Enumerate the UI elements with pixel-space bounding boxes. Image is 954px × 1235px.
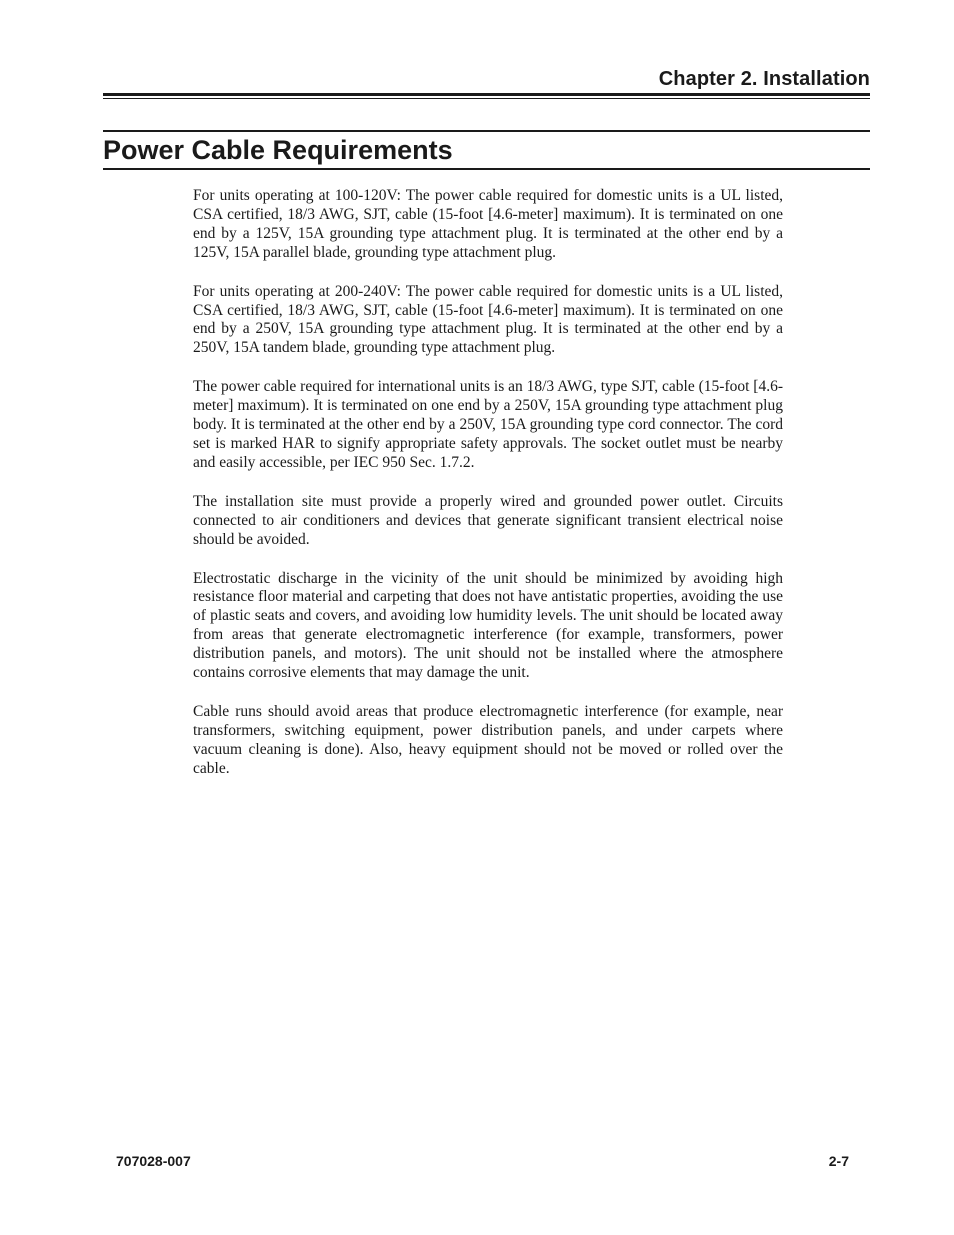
paragraph: Electrostatic discharge in the vicinity of the unit should be minimized by avoiding high resistance floor material and carpeting that does not have antistatic properties, avoiding the use of plastic seats and covers, and avoiding low humidity levels. The unit should be located away from areas that generate electromagnetic interference (for example, transformers, power distribution panels, and motors). The unit should not be installed where the atmosphere contains corrosive elements that may damage the unit. xyxy=(193,569,783,682)
section-title: Power Cable Requirements xyxy=(103,135,453,165)
header-rule-thick xyxy=(103,93,870,96)
footer-page-number: 2-7 xyxy=(828,1153,849,1169)
chapter-header: Chapter 2. Installation xyxy=(658,68,870,90)
title-rule-bottom xyxy=(103,168,870,170)
paragraph: The installation site must provide a properly wired and grounded power outlet. Circuits connected to air conditioners and devices that generate significant transient electrical noise should be avoided. xyxy=(193,492,783,548)
footer-doc-number: 707028-007 xyxy=(116,1153,191,1169)
body-content xyxy=(193,187,783,799)
paragraph: For units operating at 100-120V: The power cable required for domestic units is a UL listed, CSA certified, 18/3 AWG, SJT, cable (15-foot [4.6-meter] maximum). It is terminated on one end by a 125V, 15A grounding type attachment plug. It is terminated at the other end by a 125V, 15A parallel blade, grounding type attachment plug. xyxy=(193,187,783,261)
paragraph: Cable runs should avoid areas that produce electromagnetic interference (for example, near transformers, switching equipment, power distribution panels, and under carpets where vacuum cleaning is done). Also, heavy equipment should not be moved or rolled over the cable. xyxy=(193,702,783,777)
paragraph: For units operating at 200-240V: The power cable required for domestic units is a UL listed, CSA certified, 18/3 AWG, SJT, cable (15-foot [4.6-meter] maximum). It is terminated on one end by a 250V, 15A grounding type attachment plug. It is terminated at the other end by a 250V, 15A tandem blade, grounding type attachment plug. xyxy=(193,282,783,357)
paragraph: The power cable required for international units is an 18/3 AWG, type SJT, cable (15-foot [4.6-meter] maximum). It is terminated on one end by a 250V, 15A grounding type attachment plug body. It is terminated at the other end by a 250V, 15A grounding type cord connector. The cord set is marked HAR to signify appropriate safety approvals. The socket outlet must be nearby and easily accessible, per IEC 950 Sec. 1.7.2. xyxy=(193,378,783,471)
title-rule-top xyxy=(103,130,870,132)
header-rule-thin xyxy=(103,98,870,99)
